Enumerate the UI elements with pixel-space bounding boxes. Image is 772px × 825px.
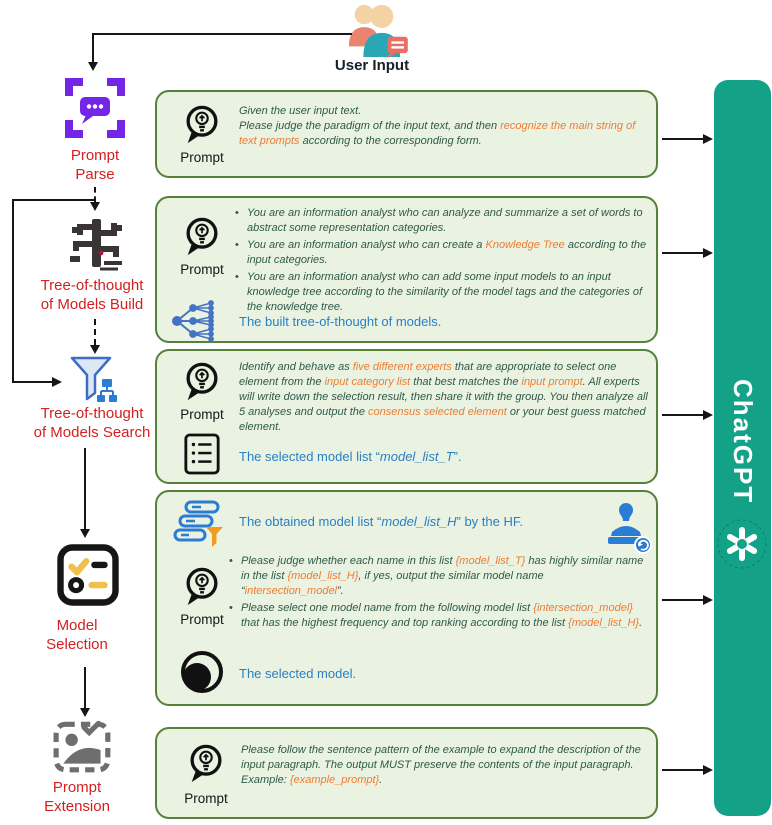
prompt-label: Prompt [180, 150, 224, 165]
model-selection-icon [55, 542, 121, 613]
prompt-box-tree-search [155, 349, 658, 484]
arrowhead [703, 134, 713, 144]
box3-output-text: The selected model list “model_list_T”. [239, 449, 462, 464]
connector-userinput-down [92, 33, 94, 63]
prompt-box-model-selection [155, 490, 658, 706]
connector-userinput [92, 33, 352, 35]
prompt-bubble-icon [185, 741, 227, 794]
box4-selected-text: The selected model. [239, 666, 357, 681]
box3-paragraph: Identify and behave as five different experts that are appropriate to select one element from the input category list that best matches the input prompt. All experts will write down the selection result, then share it with the group. You then analyze all 5 analyses and output the consensus selected element or your best guess matched element. [239, 361, 648, 433]
box2-bullet-2: • You are an information analyst who can create a Knowledge Tree according to the input categories. [233, 238, 651, 268]
stamp-icon [600, 502, 652, 559]
box2-bullet-3: • You are an information analyst who can add some input models to an input knowledge tree according to the similarity of the model tags and the categories of the knowledge tree. [233, 270, 651, 315]
arrow-box5-to-chatgpt [662, 769, 704, 771]
list-icon [183, 431, 221, 482]
prompt-box-extension [155, 727, 658, 819]
prompt-bubble-icon [181, 102, 223, 155]
box2-output-text: The built tree-of-thought of models. [239, 314, 442, 329]
stage-label-prompt-parse: Prompt Parse [70, 147, 120, 183]
connector-search-selection [84, 448, 86, 530]
connector-branch-top [12, 199, 95, 201]
user-input-label: User Input [334, 57, 410, 74]
box4-bullet-2: • Please select one model name from the following model list {intersection_model} that has the highest frequency and top ranking according to the list {model_list_H}. [227, 601, 649, 631]
arrow-box2-to-chatgpt [662, 252, 704, 254]
box2-bullets [233, 206, 651, 317]
arrowhead [703, 248, 713, 258]
arrowhead [90, 345, 100, 354]
stage-label-tree-build: Tree-of-thought of Models Build [40, 277, 144, 313]
box5-paragraph: Please follow the sentence pattern of the example to expand the description of the input paragraph. The output MUST preserve the contents of the input paragraph. Example: {example_prompt}. [241, 744, 641, 786]
stage-label-model-selection: Model Selection [46, 617, 108, 653]
chatgpt-label: ChatGPT [728, 379, 758, 505]
prompt-label: Prompt [180, 407, 224, 422]
arrowhead [90, 202, 100, 211]
prompt-label: Prompt [180, 262, 224, 277]
arrowhead [703, 765, 713, 775]
box2-bullet-1: • You are an information analyst who can analyze and summarize a set of words to abstract some representation categories. [233, 206, 651, 236]
box1-text [239, 104, 651, 149]
prompt-extension-icon [52, 716, 114, 779]
box4-bullets [227, 554, 649, 633]
arrowhead [52, 377, 62, 387]
prompt-box-parse [155, 90, 658, 178]
box1-paragraph-1: Given the user input text. [239, 105, 362, 117]
connector-branch-bottom [12, 381, 54, 383]
box4-obtained-text: The obtained model list “model_list_H” by the HF. [239, 514, 523, 529]
stage-label-tree-search: Tree-of-thought of Models Search [33, 405, 151, 441]
arrow-box1-to-chatgpt [662, 138, 704, 140]
prompt-parse-icon [63, 76, 127, 145]
arrowhead [88, 62, 98, 71]
stage-label-prompt-extension: Prompt Extension [44, 779, 110, 815]
arrowhead [703, 410, 713, 420]
prompt-bubble-icon [181, 564, 223, 617]
prompt-box-tree-build [155, 196, 658, 343]
arrowhead [703, 595, 713, 605]
openai-logo-icon [716, 518, 768, 570]
connector-build-search [94, 319, 96, 345]
user-group-icon [338, 2, 410, 58]
prompt-label: Prompt [180, 612, 224, 627]
arrow-box3-to-chatgpt [662, 414, 704, 416]
funnel-search-icon [66, 355, 126, 410]
connector-selection-extension [84, 667, 86, 709]
arrowhead [80, 529, 90, 538]
prompt-bubble-icon [181, 214, 223, 267]
tree-of-thought-icon [60, 211, 132, 278]
prompt-bubble-icon [181, 359, 223, 412]
prompt-label: Prompt [184, 791, 228, 806]
box4-bullet-1: • Please judge whether each name in this list {model_list_T} has highly similar name in the list {model_list_H}, if yes, output the similar model name “intersection_model”. [227, 554, 649, 599]
server-filter-icon [173, 500, 227, 553]
arrow-box4-to-chatgpt [662, 599, 704, 601]
tree-network-icon [171, 300, 227, 347]
selected-model-icon [177, 650, 225, 703]
box1-paragraph-2: Please judge the paradigm of the input text, and then recognize the main string of text prompts according to the corresponding form. [239, 120, 636, 147]
